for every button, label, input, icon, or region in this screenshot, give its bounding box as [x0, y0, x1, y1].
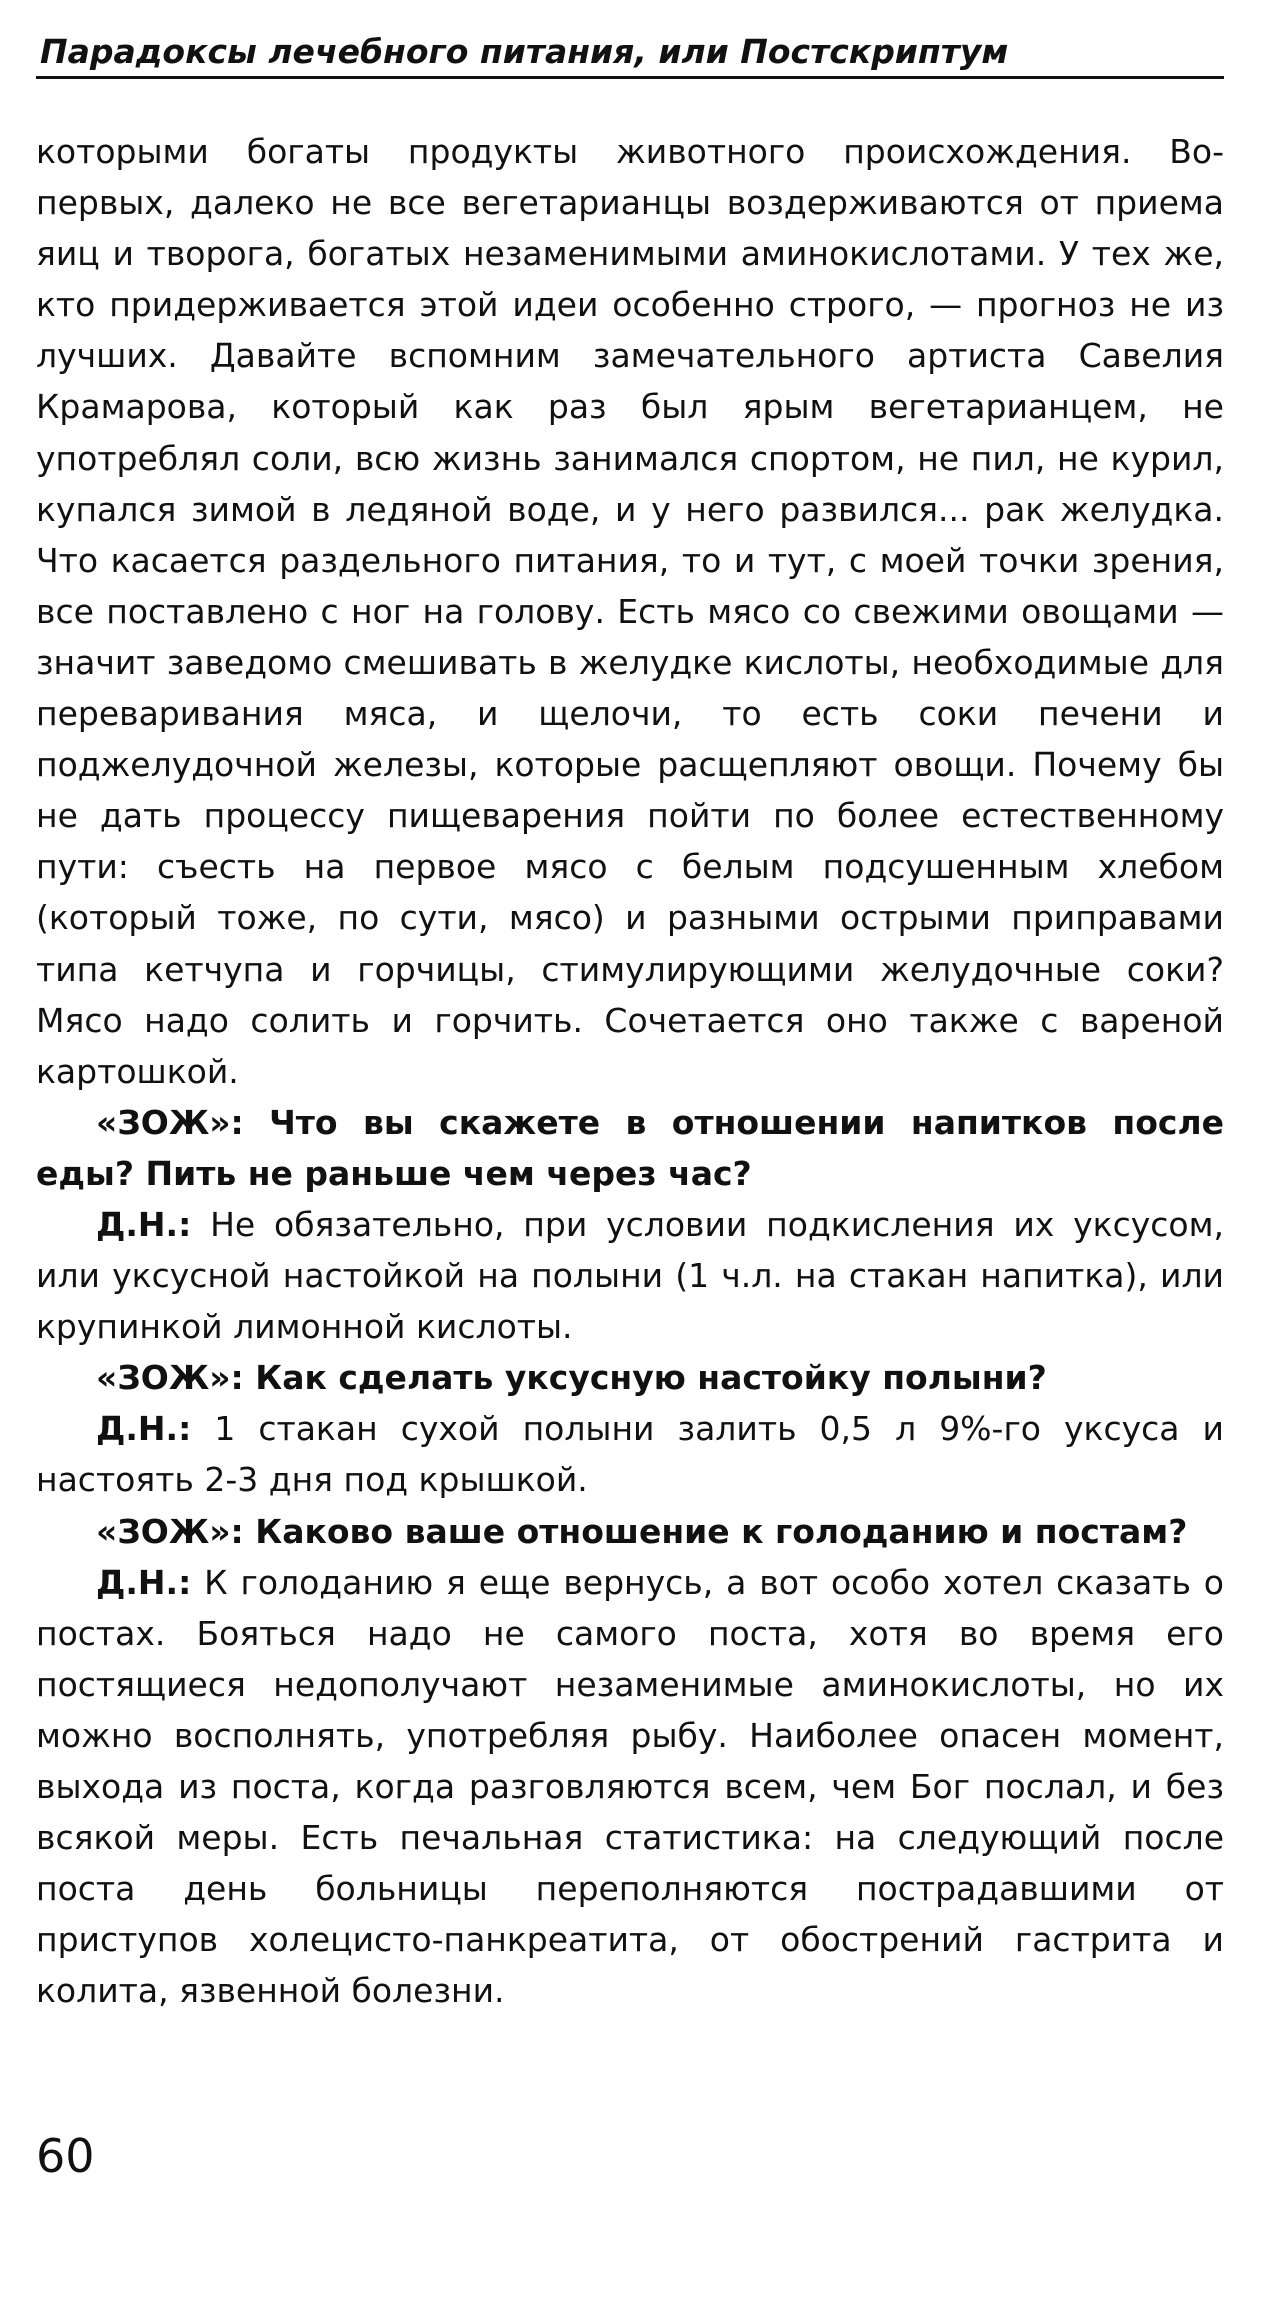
interview-question: «ЗОЖ»: Что вы скажете в отношении напитков после еды? Пить не раньше чем через час?: [36, 1102, 1224, 1193]
header-rule: [36, 76, 1224, 79]
page-body: [36, 126, 1224, 2016]
answer-text: 1 стакан сухой полыни залить 0,5 л 9%-го уксуса и настоять 2-3 дня под крышкой.: [36, 1409, 1224, 1500]
running-head: Парадоксы лечебного питания, или Постскриптум: [40, 32, 1009, 71]
answer-text: К голоданию я еще вернусь, а вот особо хотел сказать о постах. Бояться надо не самого поста, хотя во время его постящиеся недополучают незаменимые аминокислоты, но их можно восполнять, употребляя рыбу. Наиболее опасен момент, выхода из поста, когда разговляются всем, чем Бог послал, и без всякой меры. Есть печальная статистика: на следующий после поста день больницы переполняются пострадавшими от приступов холецисто-панкреатита, от обострений гастрита и колита, язвенной болезни.: [36, 1562, 1224, 2011]
interview-question: «ЗОЖ»: Каково ваше отношение к голоданию и постам?: [96, 1511, 1188, 1551]
answer-speaker: Д.Н.:: [96, 1562, 192, 1602]
interview-question: «ЗОЖ»: Как сделать уксусную настойку полыни?: [96, 1358, 1047, 1398]
interview-answer: [36, 1403, 1224, 1505]
book-page: [36, 0, 1226, 2310]
answer-speaker: Д.Н.:: [96, 1409, 192, 1449]
answer-speaker: Д.Н.:: [96, 1204, 192, 1244]
interview-answer: [36, 1199, 1224, 1352]
interview-answer: [36, 1557, 1224, 2017]
answer-text: Не обязательно, при условии подкисления их уксусом, или уксусной настойкой на полыни (1 ч.л. на стакан напитка), или крупинкой лимонной кислоты.: [36, 1204, 1224, 1347]
paragraph-continued: которыми богаты продукты животного происхождения. Во-первых, далеко не все вегетарианцы воздерживаются от приема яиц и творога, богатых незаменимыми аминокислотами. У тех же, кто придерживается этой идеи особенно строго, — прогноз не из лучших. Давайте вспомним замечательного артиста Савелия Крамарова, который как раз был ярым вегетарианцем, не употреблял соли, всю жизнь занимался спортом, не пил, не курил, купался зимой в ледяной воде, и у него развился... рак желудка. Что касается раздельного питания, то и тут, с моей точки зрения, все поставлено с ног на голову. Есть мясо со свежими овощами — значит заведомо смешивать в желудке кислоты, необходимые для переваривания мяса, и щелочи, то есть соки печени и поджелудочной железы, которые расщепляют овощи. Почему бы не дать процессу пищеварения пойти по более естественному пути: съесть на первое мясо с белым подсушенным хлебом (который тоже, по сути, мясо) и разными острыми приправами типа кетчупа и горчицы, стимулирующими желудочные соки? Мясо надо солить и горчить. Сочетается оно также с вареной картошкой.: [36, 132, 1224, 1091]
page-number: 60: [36, 2129, 95, 2183]
